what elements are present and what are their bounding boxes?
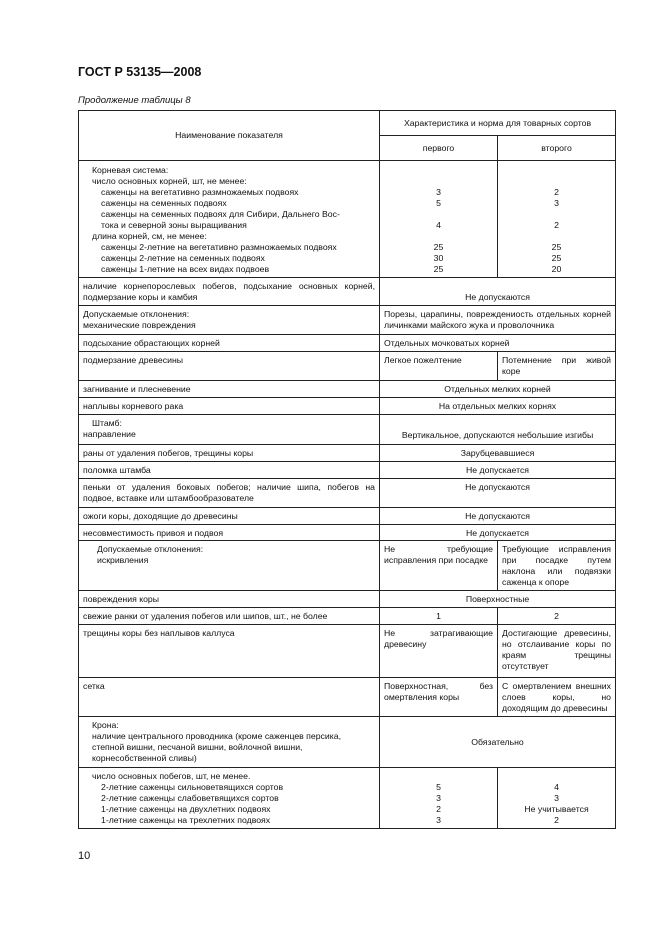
table-row: Допускаемые отклонения: механические повреждения Порезы, царапины, повреждениость отдельных корней личинками майского жука и проволочника — [79, 306, 616, 335]
page-number: 10 — [78, 850, 91, 862]
first-grade-header: первого — [380, 136, 498, 161]
root-system-title: Корневая система: — [92, 165, 169, 175]
table-row: раны от удаления побегов, трещины коры Зарубцевавшиеся — [79, 445, 616, 462]
characteristics-table — [78, 110, 616, 829]
table-row: Допускаемые отклонения: искривления Не требующие исправления при посадке Требующие исправления при посадке путем наклона или подвязки саженца к опоре — [79, 541, 616, 591]
table-row: свежие ранки от удаления побегов или шипов, шт., не более 1 2 — [79, 608, 616, 625]
table-row-root-system — [79, 161, 616, 278]
table-row: поломка штамба Не допускается — [79, 462, 616, 479]
table-row-crown-shoots: число основных побегов, шт, не менее. 2-летние саженцы сильноветвящихся сортов 2-летние саженцы слабоветвящихся сортов 1-летние саженцы на двухлетних подвоях 1-летние саженцы на трехлетних подвоях 5 3 2 3 4 3 Не учитывается 2 — [79, 768, 616, 829]
table-row: наличие корнепорослевых побегов, подсыхание основных корней, подмерзание коры и камбия Не допускаются — [79, 278, 616, 306]
table-row: несовместимость привоя и подвоя Не допускается — [79, 525, 616, 541]
document-title: ГОСТ Р 53135—2008 — [78, 65, 202, 79]
table-row: подсыхание обрастающих корней Отдельных мочковатых корней — [79, 335, 616, 352]
table-row: ожоги коры, доходящие до древесины Не допускаются — [79, 508, 616, 525]
grades-column-header: Характеристика и норма для товарных сортов — [380, 111, 616, 136]
table-caption: Продолжение таблицы 8 — [78, 95, 191, 106]
table-header-row — [79, 111, 616, 136]
table-row: повреждения коры Поверхностные — [79, 591, 616, 608]
table-row: Крона: наличие центрального проводника (кроме саженцев персика, степной вишни, песчаной вишни, войлочной вишни, корнесобственной сливы) Обязательно — [79, 717, 616, 768]
name-column-header: Наименование показателя — [79, 111, 380, 161]
table-row: сетка Поверхностная, без омертвления коры С омертвлением внешних слоев коры, но доходящим до древесины — [79, 678, 616, 717]
table-row: наплывы корневого рака На отдельных мелких корнях — [79, 398, 616, 415]
table-row: подмерзание древесины Легкое пожелтение Потемнение при живой коре — [79, 352, 616, 381]
root-system-second-values: 2 3 2 25 25 20 — [498, 161, 616, 278]
table-row: пеньки от удаления боковых побегов; наличие шипа, побегов на подвое, вставке или штамбообразователе Не допускаются — [79, 479, 616, 508]
stem-title: Штамб: — [92, 418, 122, 428]
root-system-labels: Корневая система: число основных корней, шт, не менее: саженцы на вегетативно размножаемых подвоях саженцы на семенных подвоях саженцы на семенных подвоях для Сибири, Дальнего Вос- тока и северной зоны выращивания длина корней, см, не менее: саженцы 2-летние на вегетативно размножаемых подвоях саженцы 2-летние на семенных подвоях саженцы 1-летние на всех видах подвоев — [79, 161, 380, 278]
table-row: загнивание и плесневение Отдельных мелких корней — [79, 381, 616, 398]
crown-title: Крона: — [92, 720, 119, 730]
root-system-first-values: 3 5 4 25 30 25 — [380, 161, 498, 278]
table-row: Штамб: направление Вертикальное, допускаются небольшие изгибы — [79, 415, 616, 445]
second-grade-header: второго — [498, 136, 616, 161]
table-row: трещины коры без наплывов каллуса Не затрагивающие древесину Достигающие древесины, но отслаивание коры по краям трещины отсутствует — [79, 625, 616, 678]
